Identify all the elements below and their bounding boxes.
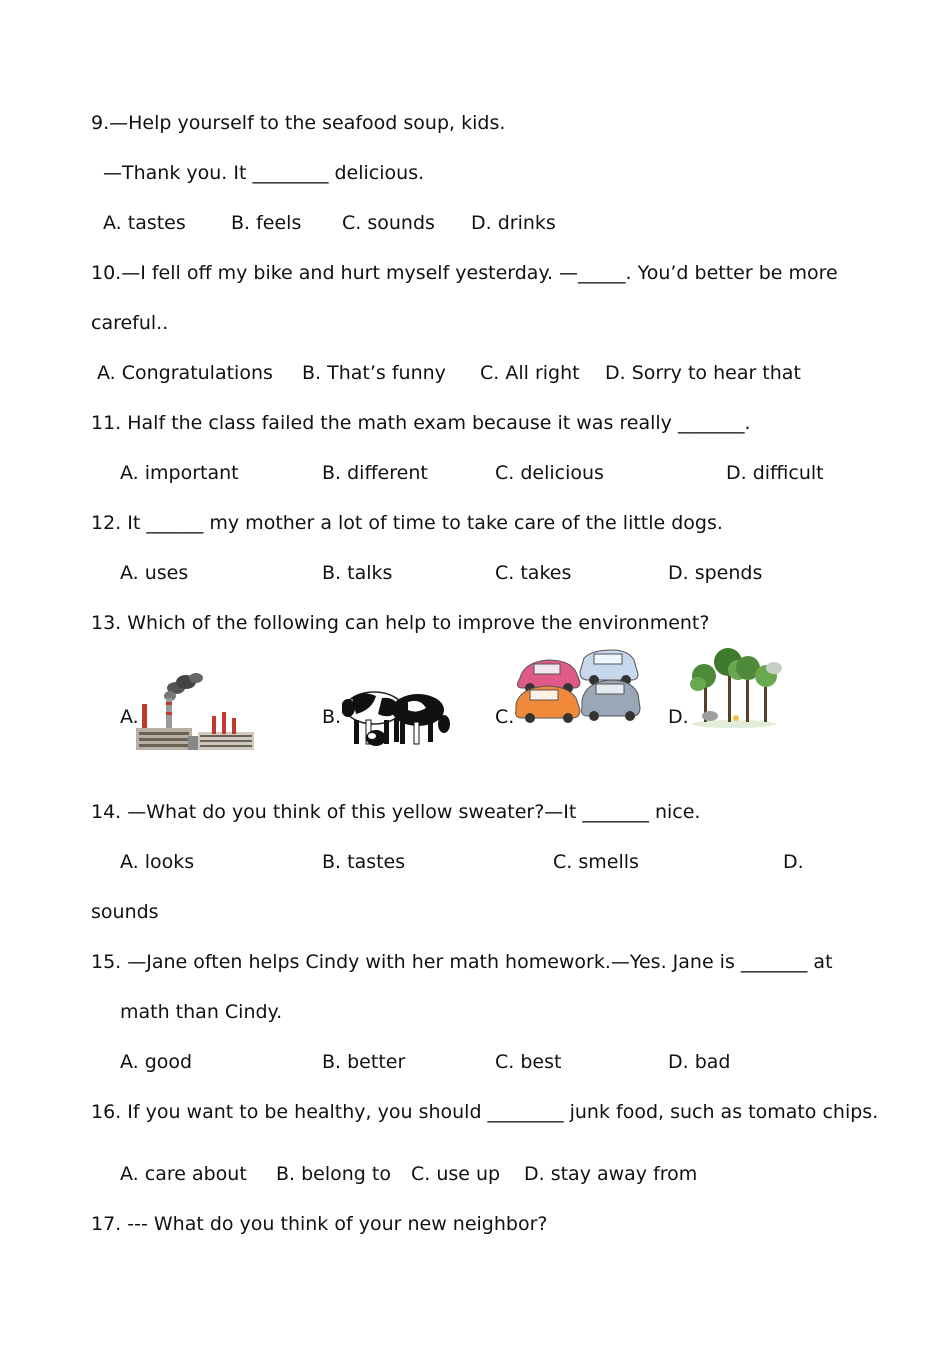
q9-option-d: D. drinks xyxy=(471,212,556,234)
q14-option-d-cont: sounds xyxy=(91,901,159,923)
q12-option-d: D. spends xyxy=(668,562,763,584)
q14-option-b: B. tastes xyxy=(322,851,406,873)
q16-stem: 16. If you want to be healthy, you should ________ junk food, such as tomato chips. xyxy=(91,1101,879,1123)
q10-stem: 10.—I fell off my bike and hurt myself yesterday. —_____. You’d better be more xyxy=(91,262,838,284)
q9-reply: —Thank you. It ________ delicious. xyxy=(103,162,425,184)
q12-stem: 12. It ______ my mother a lot of time to take care of the little dogs. xyxy=(91,512,723,534)
q10-option-a: A. Congratulations xyxy=(97,362,273,384)
q14-stem: 14. —What do you think of this yellow sweater?—It _______ nice. xyxy=(91,801,701,823)
trees-image xyxy=(688,646,784,728)
cows-image xyxy=(342,680,450,750)
q10-stem-cont: careful.. xyxy=(91,312,169,334)
q13-stem: 13. Which of the following can help to improve the environment? xyxy=(91,612,710,634)
q14-option-c: C. smells xyxy=(553,851,639,873)
q9-option-a: A. tastes xyxy=(103,212,186,234)
q15-option-d: D. bad xyxy=(668,1051,731,1073)
q15-option-c: C. best xyxy=(495,1051,562,1073)
q10-option-b: B. That’s funny xyxy=(302,362,446,384)
q10-option-d: D. Sorry to hear that xyxy=(605,362,801,384)
factory-image xyxy=(136,672,254,752)
q9-option-c: C. sounds xyxy=(342,212,435,234)
q12-option-b: B. talks xyxy=(322,562,393,584)
q15-stem: 15. —Jane often helps Cindy with her math homework.—Yes. Jane is _______ at xyxy=(91,951,833,973)
q15-stem-cont: math than Cindy. xyxy=(120,1001,283,1023)
q16-option-a: A. care about xyxy=(120,1163,247,1185)
q13-option-b: B. xyxy=(322,706,342,728)
q12-option-c: C. takes xyxy=(495,562,572,584)
q16-option-c: C. use up xyxy=(411,1163,501,1185)
q13-option-a: A. xyxy=(120,706,139,728)
q14-option-d: D. xyxy=(783,851,804,873)
q17-stem: 17. --- What do you think of your new neighbor? xyxy=(91,1213,548,1235)
cars-image xyxy=(512,648,644,724)
q10-option-c: C. All right xyxy=(480,362,580,384)
q16-option-d: D. stay away from xyxy=(524,1163,698,1185)
q15-option-b: B. better xyxy=(322,1051,406,1073)
q14-option-a: A. looks xyxy=(120,851,195,873)
q11-option-b: B. different xyxy=(322,462,428,484)
q15-option-a: A. good xyxy=(120,1051,193,1073)
q13-option-d: D. xyxy=(668,706,689,728)
q11-stem: 11. Half the class failed the math exam because it was really _______. xyxy=(91,412,751,434)
q11-option-d: D. difficult xyxy=(726,462,824,484)
q9-stem: 9.—Help yourself to the seafood soup, kids. xyxy=(91,112,506,134)
q11-option-c: C. delicious xyxy=(495,462,604,484)
q12-option-a: A. uses xyxy=(120,562,189,584)
q16-option-b: B. belong to xyxy=(276,1163,391,1185)
q9-option-b: B. feels xyxy=(231,212,302,234)
q13-option-c: C. xyxy=(495,706,515,728)
q11-option-a: A. important xyxy=(120,462,239,484)
